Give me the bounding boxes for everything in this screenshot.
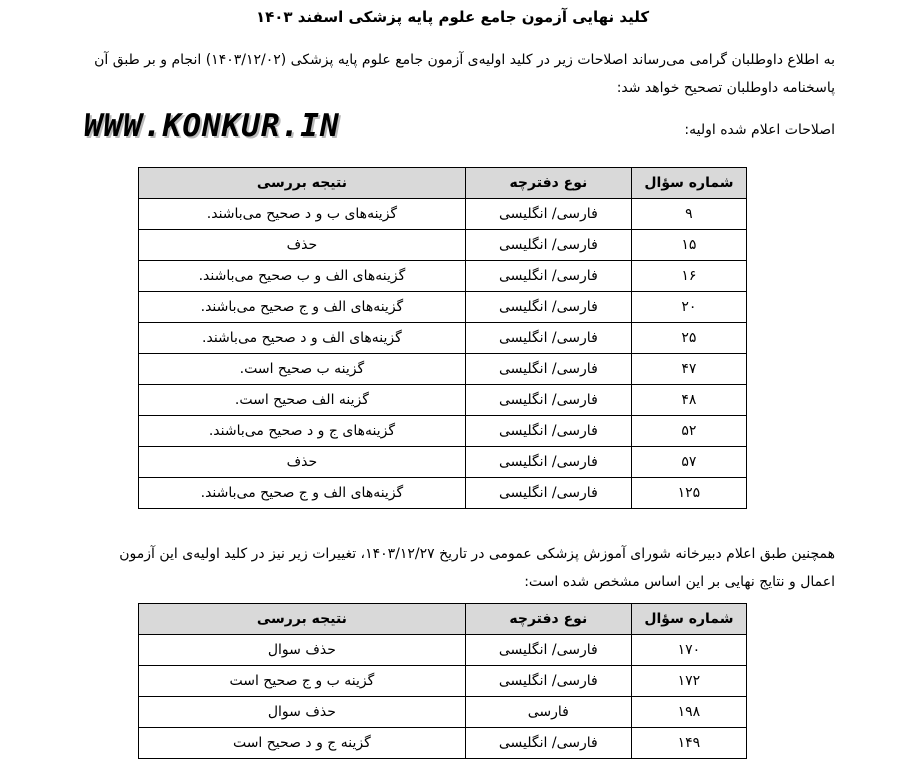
cell-booklet-type: فارسی/ انگلیسی	[465, 447, 631, 478]
cell-question-number: ۲۵	[631, 323, 746, 354]
secondary-line-1: همچنین طبق اعلام دبیرخانه شورای آموزش پزشکی عمومی در تاریخ ۱۴۰۳/۱۲/۲۷، تغییرات زیر نیز در کلید اولیه‌ی این آزمون	[119, 546, 835, 562]
table-row	[139, 230, 747, 261]
cell-booklet-type: فارسی/ انگلیسی	[465, 478, 631, 509]
cell-booklet-type: فارسی/ انگلیسی	[465, 292, 631, 323]
cell-booklet-type: فارسی/ انگلیسی	[465, 385, 631, 416]
cell-review-result: گزینه ج و د صحیح است	[139, 728, 466, 759]
cell-booklet-type: فارسی/ انگلیسی	[465, 728, 631, 759]
table-row	[139, 478, 747, 509]
cell-question-number: ۱۷۰	[631, 635, 746, 666]
cell-question-number: ۱۶	[631, 261, 746, 292]
cell-booklet-type: فارسی/ انگلیسی	[465, 416, 631, 447]
table-row	[139, 199, 747, 230]
cell-question-number: ۵۷	[631, 447, 746, 478]
cell-question-number: ۴۷	[631, 354, 746, 385]
header-booklet-type: نوع دفترچه	[465, 168, 631, 199]
table-row	[139, 697, 747, 728]
cell-booklet-type: فارسی/ انگلیسی	[465, 666, 631, 697]
cell-booklet-type: فارسی/ انگلیسی	[465, 230, 631, 261]
cell-booklet-type: فارسی/ انگلیسی	[465, 354, 631, 385]
secondary-line-2: اعمال و نتایج نهایی بر این اساس مشخص شده است:	[524, 574, 835, 590]
cell-question-number: ۱۷۲	[631, 666, 746, 697]
header-question-number: شماره سؤال	[631, 168, 746, 199]
table-row	[139, 292, 747, 323]
table-row	[139, 635, 747, 666]
cell-booklet-type: فارسی/ انگلیسی	[465, 261, 631, 292]
intro-paragraph	[35, 46, 835, 102]
cell-review-result: گزینه‌های الف و ب صحیح می‌باشند.	[139, 261, 466, 292]
cell-booklet-type: فارسی	[465, 697, 631, 728]
intro-line-2: پاسخنامه داوطلبان تصحیح خواهد شد:	[616, 80, 835, 96]
secondary-paragraph	[35, 540, 835, 596]
intro-line-1: به اطلاع داوطلبان گرامی می‌رساند اصلاحات زیر در کلید اولیه‌ی آزمون جامع علوم پایه پزشکی (۱۴۰۳/۱۲/۰۲) انجام و بر طبق آن	[94, 52, 835, 68]
table-row	[139, 666, 747, 697]
cell-booklet-type: فارسی/ انگلیسی	[465, 323, 631, 354]
cell-review-result: گزینه ب و ج صحیح است	[139, 666, 466, 697]
cell-question-number: ۵۲	[631, 416, 746, 447]
cell-question-number: ۹	[631, 199, 746, 230]
cell-review-result: حذف سوال	[139, 697, 466, 728]
cell-review-result: گزینه‌های ج و د صحیح می‌باشند.	[139, 416, 466, 447]
table-header-row	[139, 168, 747, 199]
table-row	[139, 261, 747, 292]
cell-booklet-type: فارسی/ انگلیسی	[465, 635, 631, 666]
cell-review-result: گزینه‌های الف و ج صحیح می‌باشند.	[139, 292, 466, 323]
cell-review-result: حذف	[139, 230, 466, 261]
table-row	[139, 447, 747, 478]
cell-review-result: گزینه‌های ب و د صحیح می‌باشند.	[139, 199, 466, 230]
cell-question-number: ۲۰	[631, 292, 746, 323]
table-row	[139, 323, 747, 354]
cell-review-result: گزینه ب صحیح است.	[139, 354, 466, 385]
cell-review-result: گزینه‌های الف و د صحیح می‌باشند.	[139, 323, 466, 354]
initial-corrections-table	[138, 167, 747, 509]
watermark-text: WWW.KONKUR.IN	[84, 108, 340, 144]
header-review-result: نتیجه بررسی	[139, 168, 466, 199]
header-review-result: نتیجه بررسی	[139, 604, 466, 635]
cell-review-result: حذف سوال	[139, 635, 466, 666]
cell-review-result: گزینه‌های الف و ج صحیح می‌باشند.	[139, 478, 466, 509]
cell-question-number: ۱۲۵	[631, 478, 746, 509]
cell-review-result: گزینه الف صحیح است.	[139, 385, 466, 416]
header-booklet-type: نوع دفترچه	[465, 604, 631, 635]
header-question-number: شماره سؤال	[631, 604, 746, 635]
table-header-row	[139, 604, 747, 635]
cell-question-number: ۱۴۹	[631, 728, 746, 759]
cell-question-number: ۴۸	[631, 385, 746, 416]
cell-question-number: ۱۵	[631, 230, 746, 261]
cell-question-number: ۱۹۸	[631, 697, 746, 728]
document-title: کلید نهایی آزمون جامع علوم پایه پزشکی اسفند ۱۴۰۳	[255, 8, 650, 26]
initial-corrections-heading: اصلاحات اعلام شده اولیه:	[684, 122, 835, 138]
cell-booklet-type: فارسی/ انگلیسی	[465, 199, 631, 230]
table-row	[139, 416, 747, 447]
table-row	[139, 354, 747, 385]
cell-review-result: حذف	[139, 447, 466, 478]
final-changes-table	[138, 603, 747, 759]
table-row	[139, 385, 747, 416]
table-row	[139, 728, 747, 759]
